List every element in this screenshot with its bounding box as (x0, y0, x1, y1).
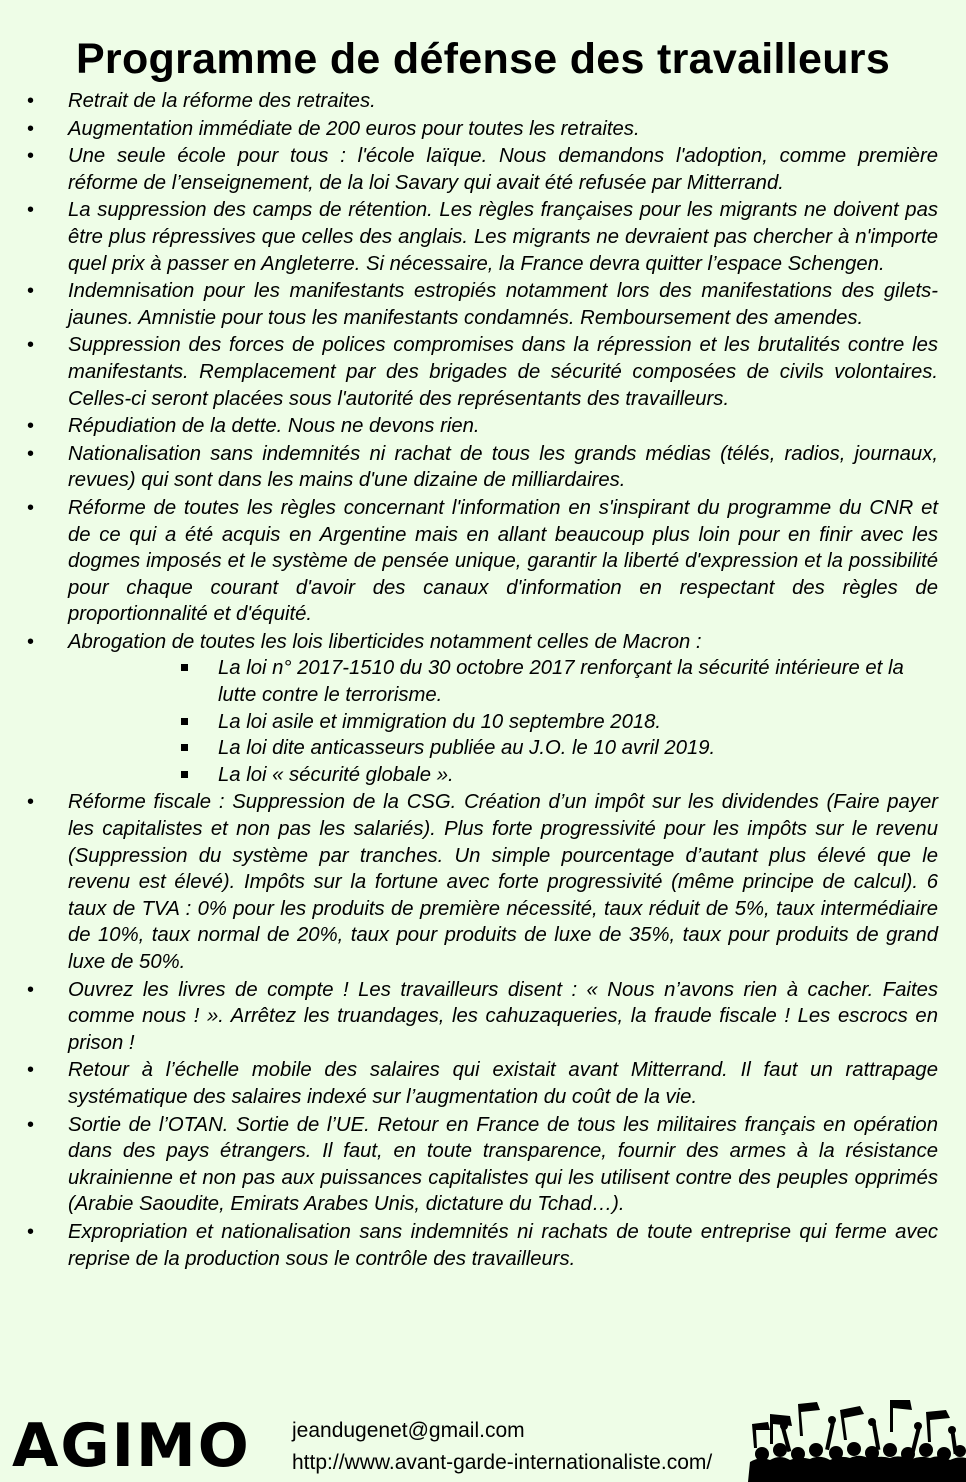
list-item (0, 88, 966, 115)
bullet-icon: • (27, 978, 35, 1001)
bullet-icon: • (27, 1059, 35, 1082)
list-item-text: Sortie de l’OTAN. Sortie de l’UE. Retour en France de tous les militaires français en opération dans des pays étrangers. Il faut, en toute transparence, fournir des armes à la résistance ukrainienne et non pas aux puissances capitalistes qui les utilisent contre des peuples opprimés (Arabie Saoudite, Emirats Arabes Unis, dictature du Tchad…). (68, 1113, 938, 1216)
list-item-text: Réforme de toutes les règles concernant l'information en s'inspirant du programme du CNR et de ce qui a été acquis en Argentine mais en allant beaucoup plus loin pour en finir avec les dogmes imposés et le système de pensée unique, garantir la liberté d'expression et la possibilité pour chaque courant d'avoir des canaux d'information en respectant des règles de proportionnalité et d'équité. (68, 496, 938, 626)
list-item-text: Augmentation immédiate de 200 euros pour toutes les retraites. (68, 117, 640, 140)
bullet-icon: • (27, 280, 35, 303)
sub-list-item (68, 709, 938, 736)
list-item-text: Suppression des forces de polices compromises dans la répression et les brutalités contre les manifestants. Remplacement par des brigades de sécurité composées de civils volontaires. Celles-ci seront placées sous l'autorité des représentants des travailleurs. (68, 334, 938, 410)
footer (0, 1396, 966, 1482)
bullet-icon: • (27, 90, 35, 112)
list-item-text: Indemnisation pour les manifestants estropiés notamment lors des manifestations des gilets-jaunes. Amnistie pour tous les manifestants condamnés. Remboursement des amendes. (68, 280, 938, 329)
list-item (0, 143, 966, 196)
list-item-text: Abrogation de toutes les lois liberticides notamment celles de Macron : (68, 630, 702, 653)
list-item-text: Expropriation et nationalisation sans indemnités ni rachats de toute entreprise qui ferme avec reprise de la production sous le contrôle des travailleurs. (68, 1220, 938, 1270)
list-item (0, 1057, 966, 1110)
list-item (0, 1112, 966, 1218)
sub-list-item (68, 762, 938, 789)
list-item (0, 789, 966, 975)
list-item-text: Retour à l’échelle mobile des salaires qui existait avant Mitterrand. Il faut un rattrapage systématique des salaires indexé sur l’augmentation du coût de la vie. (68, 1059, 938, 1108)
list-item-text: Nationalisation sans indemnités ni rachat de tous les grands médias (télés, radios, journaux, revues) qui sont dans les mains d'une dizaine de milliardaires. (68, 442, 938, 492)
sub-list-item-text: La loi n° 2017-1510 du 30 octobre 2017 renforçant la sécurité intérieure et la lutte contre le terrorisme. (218, 657, 904, 707)
bullet-icon: • (27, 442, 35, 465)
bullet-icon: • (27, 496, 35, 519)
square-bullet-icon (181, 664, 188, 671)
list-item (0, 629, 966, 789)
list-item-text: Répudiation de la dette. Nous ne devons rien. (68, 415, 480, 438)
square-bullet-icon (181, 771, 188, 778)
list-item-text: Réforme fiscale : Suppression de la CSG. Création d’un impôt sur les dividendes (Faire payer les capitalistes et non pas les salariés). Plus forte progressivité pour les impôts sur le revenu (Suppression du système par tranches. Un simple pourcentage d’autant plus élevé que le revenu est élevé). Impôts sur la fortune avec forte progressivité (même principe de calcul). 6 taux de TVA : 0% pour les produits de première nécessité, taux réduit de 5%, taux intermédiaire de 10%, taux normal de 20%, taux pour produits de luxe de 35%, taux pour produits de grand luxe de 50%. (68, 791, 938, 973)
list-item (0, 977, 966, 1057)
agimo-logo: AGIMO (12, 1411, 251, 1481)
square-bullet-icon (181, 744, 188, 751)
list-item (0, 1219, 966, 1272)
list-item (0, 413, 966, 440)
bullet-icon: • (27, 199, 35, 222)
list-item (0, 278, 966, 331)
bullet-icon: • (27, 791, 35, 814)
contact-email[interactable]: jeandugenet@gmail.com (292, 1419, 525, 1442)
bullet-icon: • (27, 145, 35, 168)
list-item-text: La suppression des camps de rétention. Les règles françaises pour les migrants ne doivent pas être plus répressives que celles des anglais. Les migrants ne devraient pas chercher à n'importe quel prix à passer en Angleterre. Si nécessaire, la France devra quitter l’espace Schengen. (68, 199, 938, 275)
list-item-text: Une seule école pour tous : l'école laïque. Nous demandons l'adoption, comme première réforme de l’enseignement, de la loi Savary qui avait été refusée par Mitterrand. (68, 145, 938, 194)
list-item (0, 197, 966, 277)
square-bullet-icon (181, 718, 188, 725)
page-title: Programme de défense des travailleurs (75, 34, 891, 83)
website-link[interactable]: http://www.avant-garde-internationaliste.com/ (292, 1451, 713, 1474)
bullet-icon: • (27, 1113, 35, 1136)
bullet-icon: • (27, 1220, 35, 1243)
demands-list (0, 88, 966, 1273)
list-item (0, 441, 966, 494)
list-item (0, 332, 966, 412)
bullet-icon: • (27, 334, 35, 357)
bullet-icon: • (27, 415, 35, 438)
sub-list-item-text: La loi asile et immigration du 10 septembre 2018. (218, 710, 662, 733)
bullet-icon: • (27, 117, 35, 140)
sub-list-item-text: La loi « sécurité globale ». (218, 763, 454, 786)
protest-crowd-with-flags-icon (740, 1396, 966, 1482)
list-item-text: Retrait de la réforme des retraites. (68, 90, 376, 112)
sub-list-item (68, 735, 938, 762)
sub-list (68, 655, 938, 788)
sub-list-item (68, 655, 938, 708)
list-item-text: Ouvrez les livres de compte ! Les travailleurs disent : « Nous n’avons rien à cacher. Faites comme nous ! ». Arrêtez les truandages, les cahuzaqueries, la fraude fiscale ! Les escrocs en prison ! (68, 978, 938, 1054)
list-item (0, 495, 966, 628)
list-item (0, 116, 966, 143)
bullet-icon: • (27, 630, 35, 653)
sub-list-item-text: La loi dite anticasseurs publiée au J.O. le 10 avril 2019. (218, 737, 716, 760)
